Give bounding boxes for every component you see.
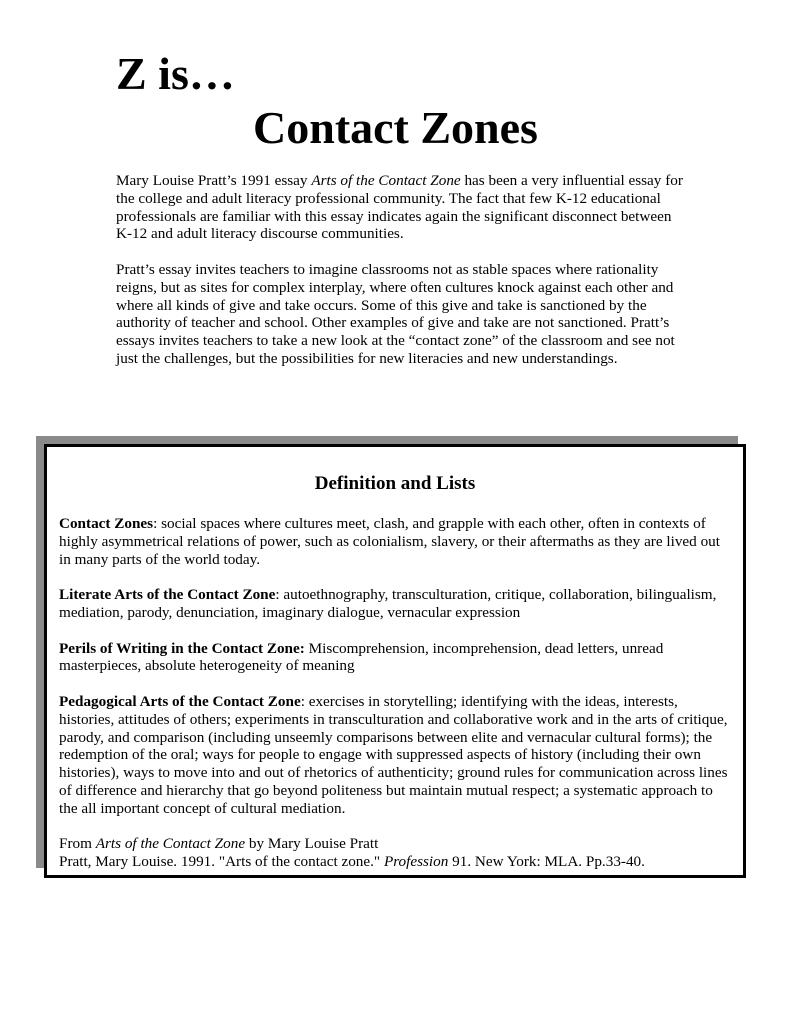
citation-text: Pratt, Mary Louise. 1991. "Arts of the contact zone." [59,853,384,871]
definition-text: Miscomprehension, incomprehension, dead letters, unread masterpieces, absolute heterogeneity of meaning [59,639,664,675]
citation-journal: Profession [383,853,449,871]
definition-term: Perils of Writing in the Contact Zone: [59,639,305,657]
definition-term: Literate Arts of the Contact Zone [59,586,276,604]
intro-paragraph-2: Pratt’s essay invites teachers to imagine classrooms not as stable spaces where rationality reigns, but as sites for complex interplay, where often cultures knock against each other and where all kinds of give and take occurs. Some of this give and take is sanctioned by the authority of teacher and school. Other examples of give and take are not sanctioned. Pratt’s essays invites teachers to take a new look at the “contact zone” of the classroom and see not just the challenges, but the possibilities for new literacies and new understandings. [116,260,675,367]
citation-title: Arts of the Contact Zone [95,835,246,853]
definition-entry [59,640,735,676]
definition-term: Pedagogical Arts of the Contact Zone [59,692,301,710]
essay-title: Arts of the Contact Zone [311,172,461,189]
definition-text: : exercises in storytelling; identifying with the ideas, interests, histories, attitudes of others; experiments in transculturation and collaborative work and in the arts of critique, parody, and comparison (including unseemly comparisons between elite and vernacular cultural forms); the redemption of the oral; ways for people to engage with suppressed aspects of history (including their own histories), ways to move into and out of rhetorics of authenticity; ground rules for communication across lines of difference and hierarchy that go beyond politeness but maintain mutual respect; a systematic approach to the all important concept of cultural mediation. [59,692,728,817]
citation-text: From [59,835,96,853]
intro-text: has been a very influential essay for the college and adult literacy professional community. The fact that few K-12 educational professionals are familiar with this essay indicates again the significant disconnect between K-12 and adult literacy discourse communities. [116,172,683,243]
definition-text: : autoethnography, transculturation, critique, collaboration, bilingualism, mediation, parody, denunciation, imaginary dialogue, vernacular expression [59,586,717,621]
page-title: Contact Zones [253,102,538,153]
definition-entry [59,515,735,568]
citation-text: 91. New York: MLA. Pp.33-40. [448,853,645,871]
citation-text: by Mary Louise Pratt [245,835,379,853]
intro-paragraph-1 [116,172,688,243]
definition-box [44,444,746,878]
citation-reference [59,853,735,871]
intro-text: Mary Louise Pratt’s 1991 essay [116,172,312,189]
definition-entry [59,586,735,622]
definition-text: : social spaces where cultures meet, clash, and grapple with each other, often in contexts of highly asymmetrical relations of power, such as colonialism, slavery, or their aftermaths as they are lived out in many parts of the world today. [59,515,720,568]
intro-section [116,172,688,386]
page-title-prefix: Z is… [116,48,235,99]
definition-box-body [59,515,735,871]
definition-term: Contact Zones [59,515,154,532]
definition-entry [59,693,735,818]
definition-box-title: Definition and Lists [314,473,476,494]
citation-source [59,835,735,853]
